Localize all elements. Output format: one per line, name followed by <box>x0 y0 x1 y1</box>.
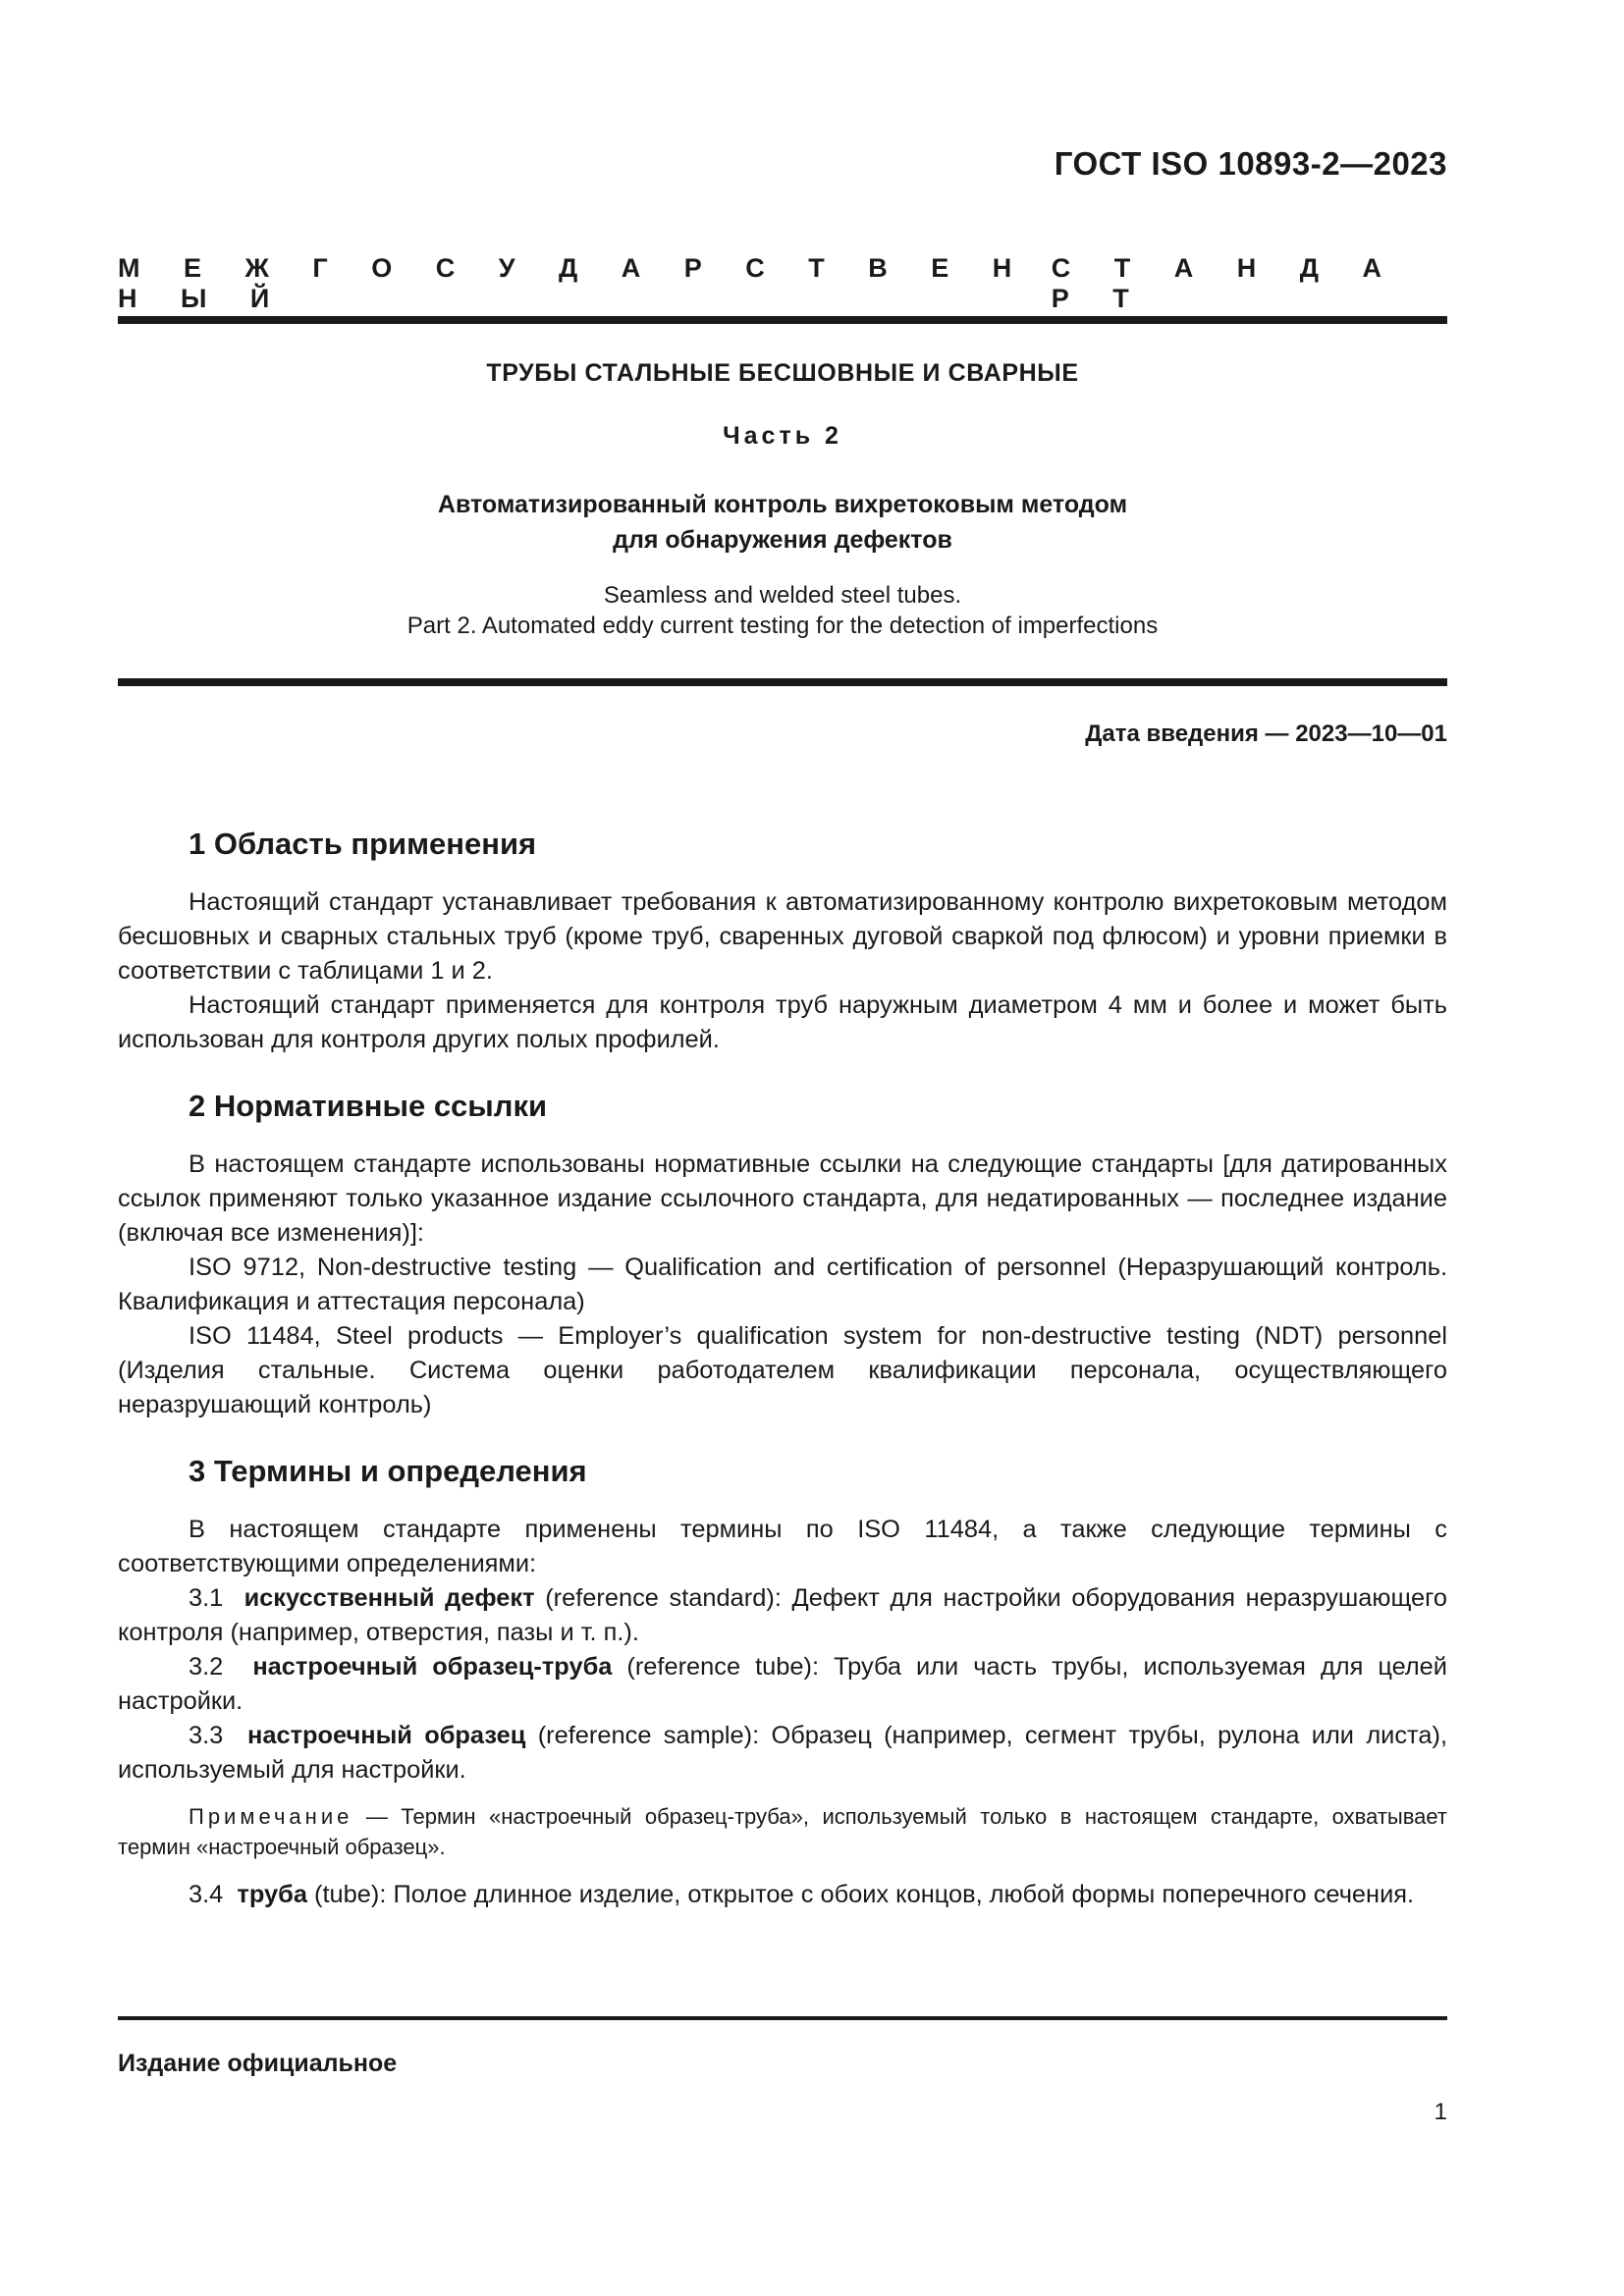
reference-item: ISO 11484, Steel products — Employer’s qualification system for non-destructive testing (NDT) personnel (Изделия стальные. Система оценки работодателем квалификации персонала, осуществляющего неразрушающий контроль) <box>118 1322 1447 1418</box>
term-entry <box>118 1581 1447 1650</box>
term-name: настроечный образец <box>246 1722 526 1749</box>
note-text: — Термин «настроечный образец-труба», используемый только в настоящем стандарте, охватывает термин «настроечный образец». <box>118 1804 1447 1859</box>
term-entry <box>118 1650 1447 1719</box>
page-number: 1 <box>1434 2099 1447 2125</box>
document-code: ГОСТ ISO 10893-2—2023 <box>1054 145 1447 182</box>
subtitle-line-1: Автоматизированный контроль вихретоковым методом <box>437 491 1128 518</box>
document-title: ТРУБЫ СТАЛЬНЫЕ БЕСШОВНЫЕ И СВАРНЫЕ <box>486 359 1079 387</box>
section-terms-definitions <box>118 1452 1447 1912</box>
subtitle-line-2: для обнаружения дефектов <box>613 526 952 554</box>
term-number: 3.1 <box>189 1584 224 1612</box>
paragraph: В настоящем стандарте использованы нормативные ссылки на следующие стандарты [для датированных ссылок применяют только указанное издание ссылочного стандарта, для недатированных — последнее издание (включая все изменения)]: <box>118 1150 1447 1247</box>
official-edition-label: Издание официальное <box>118 2050 398 2077</box>
english-title-line-1: Seamless and welded steel tubes. <box>603 582 962 609</box>
reference-item: ISO 9712, Non-destructive testing — Qualification and certification of personnel (Неразрушающий контроль. Квалификация и аттестация персонала) <box>118 1254 1447 1315</box>
section-heading: 2 Нормативные ссылки <box>189 1089 548 1123</box>
term-number: 3.3 <box>189 1722 224 1749</box>
section-heading: 3 Термины и определения <box>189 1454 587 1488</box>
document-subtitle <box>118 487 1447 558</box>
footer-divider <box>118 2016 1447 2020</box>
term-definition: (tube): Полое длинное изделие, открытое с обоих концов, любой формы поперечного сечения. <box>306 1881 1415 1908</box>
introduction-date: Дата введения — 2023—10—01 <box>1085 721 1447 747</box>
title-divider <box>118 678 1447 686</box>
term-entry <box>118 1719 1447 1788</box>
term-name: искусственный дефект <box>244 1584 535 1612</box>
english-title <box>118 580 1447 641</box>
term-definition: (reference tube): Труба или часть трубы, используемая для целей настройки. <box>118 1653 1447 1715</box>
term-number: 3.4 <box>189 1881 224 1908</box>
document-part: Часть 2 <box>723 422 842 450</box>
english-title-line-2: Part 2. Automated eddy current testing for the detection of imperfections <box>406 613 1159 639</box>
term-definition: (reference sample): Образец (например, сегмент трубы, рулона или листа), используемый для настройки. <box>118 1722 1447 1784</box>
interstate-standard-banner <box>118 253 1447 314</box>
paragraph: Настоящий стандарт устанавливает требования к автоматизированному контролю вихретоковым методом бесшовных и сварных стальных труб (кроме труб, сваренных дуговой сваркой под флюсом) и уровни приемки в соответствии с таблицами 1 и 2. <box>118 888 1447 985</box>
term-entry <box>118 1878 1447 1912</box>
document-body <box>118 825 1447 1942</box>
section-scope <box>118 825 1447 1057</box>
top-divider <box>118 316 1447 324</box>
paragraph: Настоящий стандарт применяется для контроля труб наружным диаметром 4 мм и более и может быть использован для контроля других полых профилей. <box>118 991 1447 1053</box>
term-definition: (reference standard): Дефект для настройки оборудования неразрушающего контроля (например, отверстия, пазы и т. п.). <box>118 1584 1447 1646</box>
term-name: труба <box>237 1881 307 1908</box>
note-label: Примечание <box>189 1804 353 1829</box>
banner-word-interstate: М Е Ж Г О С У Д А Р С Т В Е Н Н Ы Й <box>118 253 1030 313</box>
banner-word-standard: С Т А Н Д А Р Т <box>1051 253 1400 313</box>
term-name: настроечный образец-труба <box>252 1653 613 1681</box>
section-normative-references <box>118 1087 1447 1422</box>
term-number: 3.2 <box>189 1653 224 1681</box>
paragraph: В настоящем стандарте применены термины по ISO 11484, а также следующие термины с соответствующими определениями: <box>118 1516 1447 1577</box>
note <box>118 1801 1447 1862</box>
section-heading: 1 Область применения <box>189 827 537 861</box>
